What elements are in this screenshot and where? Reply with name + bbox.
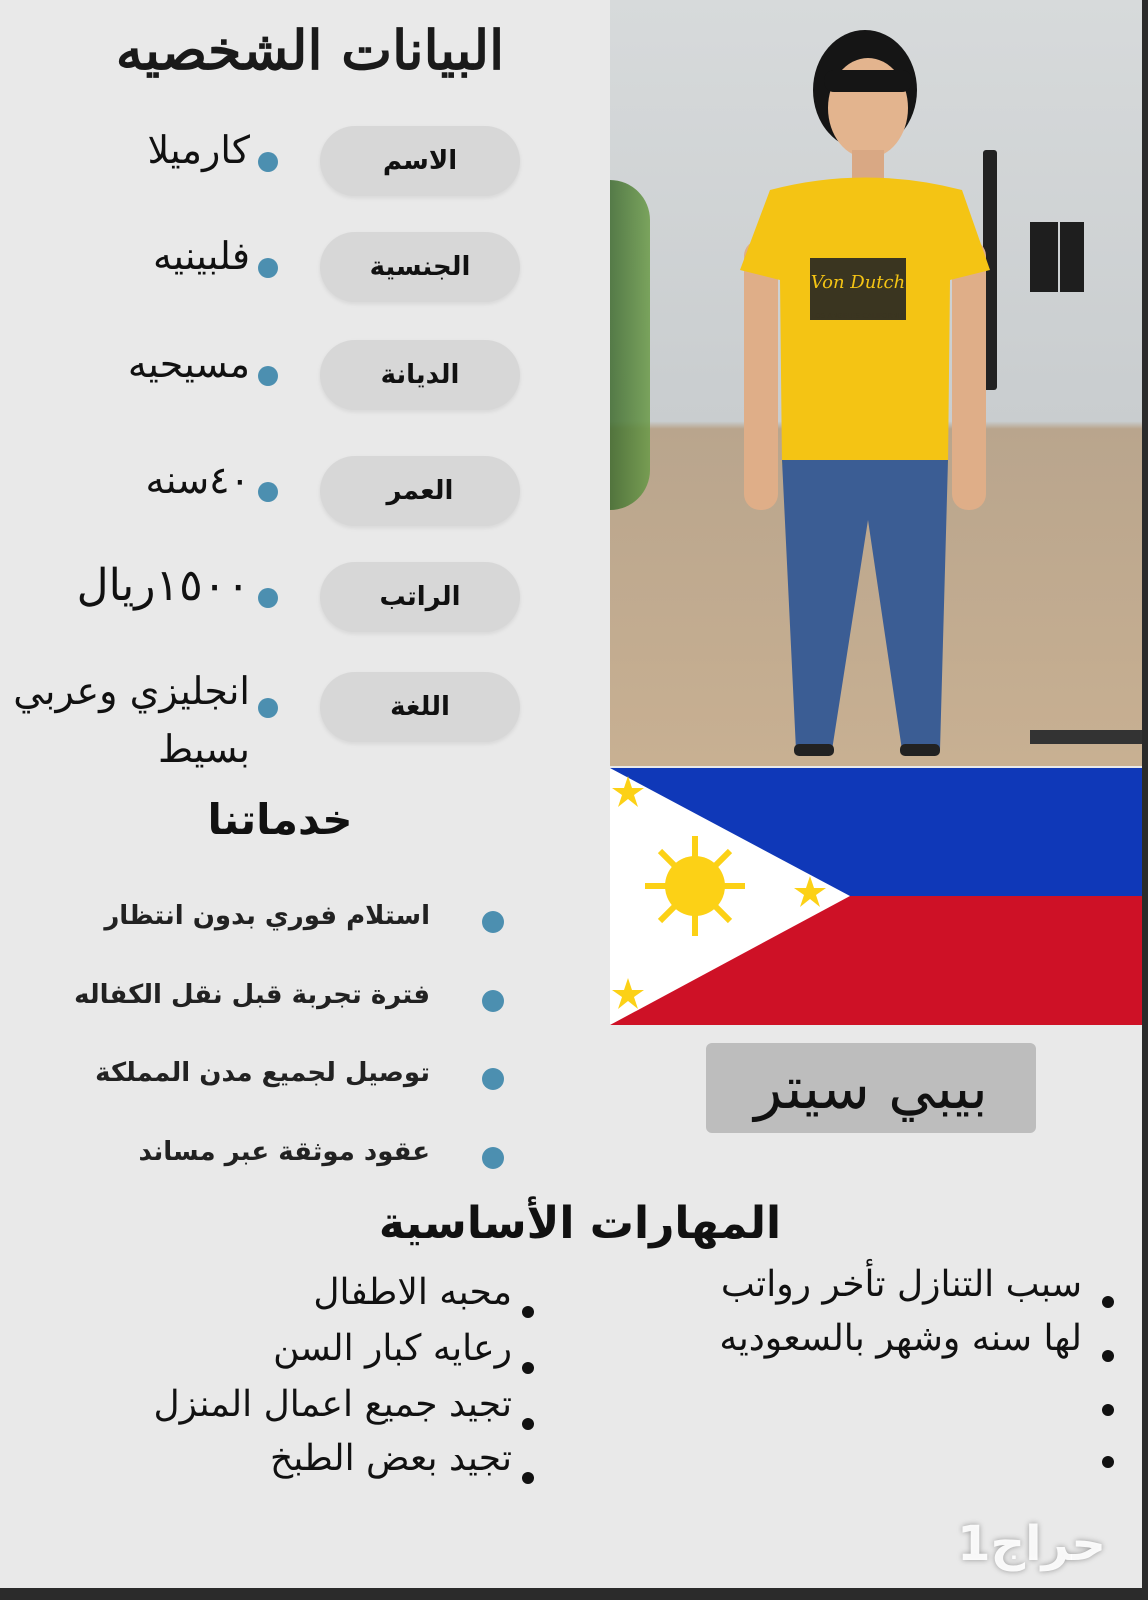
bullet-dot-icon (522, 1362, 534, 1374)
bullet-dot-icon (258, 482, 278, 502)
service-text: عقود موثقة عبر مساند (138, 1137, 430, 1167)
bullet-dot-icon (258, 588, 278, 608)
bullet-dot-icon (1102, 1296, 1114, 1308)
bullet-dot-icon (482, 1068, 504, 1090)
skill-item: سبب التنازل تأخر رواتب (720, 1264, 1082, 1305)
page-title: البيانات الشخصيه (115, 18, 505, 82)
bullet-dot-icon (482, 1147, 504, 1169)
service-item (30, 1052, 510, 1102)
info-row-language (0, 669, 560, 771)
service-text: استلام فوري بدون انتظار (104, 901, 430, 931)
role-badge: بيبي سيتر (706, 1043, 1036, 1133)
info-value: ١٥٠٠ريال (76, 560, 250, 611)
bullet-dot-icon (258, 366, 278, 386)
info-label: الاسم (320, 126, 520, 196)
info-row-name (0, 126, 560, 206)
bullet-dot-icon (1102, 1350, 1114, 1362)
service-text: توصيل لجميع مدن المملكة (95, 1058, 430, 1088)
shirt-print-text: Von Dutch (810, 272, 906, 293)
service-item (30, 974, 510, 1024)
info-row-religion (0, 340, 560, 420)
bullet-dot-icon (482, 911, 504, 933)
skill-item: رعايه كبار السن (273, 1328, 512, 1369)
service-item (30, 1131, 510, 1181)
skill-item: لها سنه وشهر بالسعوديه (719, 1318, 1082, 1359)
shirt-print-subtext: LOS ANGELES CALIFORNIA (811, 312, 905, 320)
skill-item: تجيد جميع اعمال المنزل (153, 1384, 512, 1425)
bullet-dot-icon (258, 152, 278, 172)
info-label: اللغة (320, 672, 520, 742)
candidate-photo (610, 0, 1142, 766)
person-illustration (610, 0, 1142, 766)
bullet-dot-icon (1102, 1456, 1114, 1468)
info-label: الجنسية (320, 232, 520, 302)
bullet-dot-icon (522, 1472, 534, 1484)
info-label: العمر (320, 456, 520, 526)
bullet-dot-icon (258, 258, 278, 278)
philippines-flag-icon (610, 768, 1142, 1025)
info-label: الديانة (320, 340, 520, 410)
info-row-age (0, 456, 560, 536)
info-label: الراتب (320, 562, 520, 632)
bullet-dot-icon (1102, 1404, 1114, 1416)
service-text: فترة تجربة قبل نقل الكفاله (74, 980, 430, 1010)
skill-item: محبه الاطفال (313, 1272, 512, 1313)
service-item (30, 895, 510, 945)
watermark: حراج1 (957, 1516, 1106, 1572)
bullet-dot-icon (522, 1418, 534, 1430)
skills-title: المهارات الأساسية (378, 1198, 782, 1249)
info-value: فلبينيه (153, 234, 250, 278)
info-row-salary (0, 562, 560, 642)
info-value: ٤٠سنه (145, 458, 250, 502)
bullet-dot-icon (482, 990, 504, 1012)
info-value: كارميلا (147, 128, 250, 172)
bullet-dot-icon (522, 1306, 534, 1318)
info-row-nationality (0, 232, 560, 312)
info-value: انجليزي وعربي بسيط (13, 669, 250, 771)
services-title: خدماتنا (207, 795, 353, 844)
skill-item: تجيد بعض الطبخ (270, 1438, 512, 1479)
bullet-dot-icon (258, 698, 278, 718)
info-value: مسيحيه (127, 342, 250, 386)
